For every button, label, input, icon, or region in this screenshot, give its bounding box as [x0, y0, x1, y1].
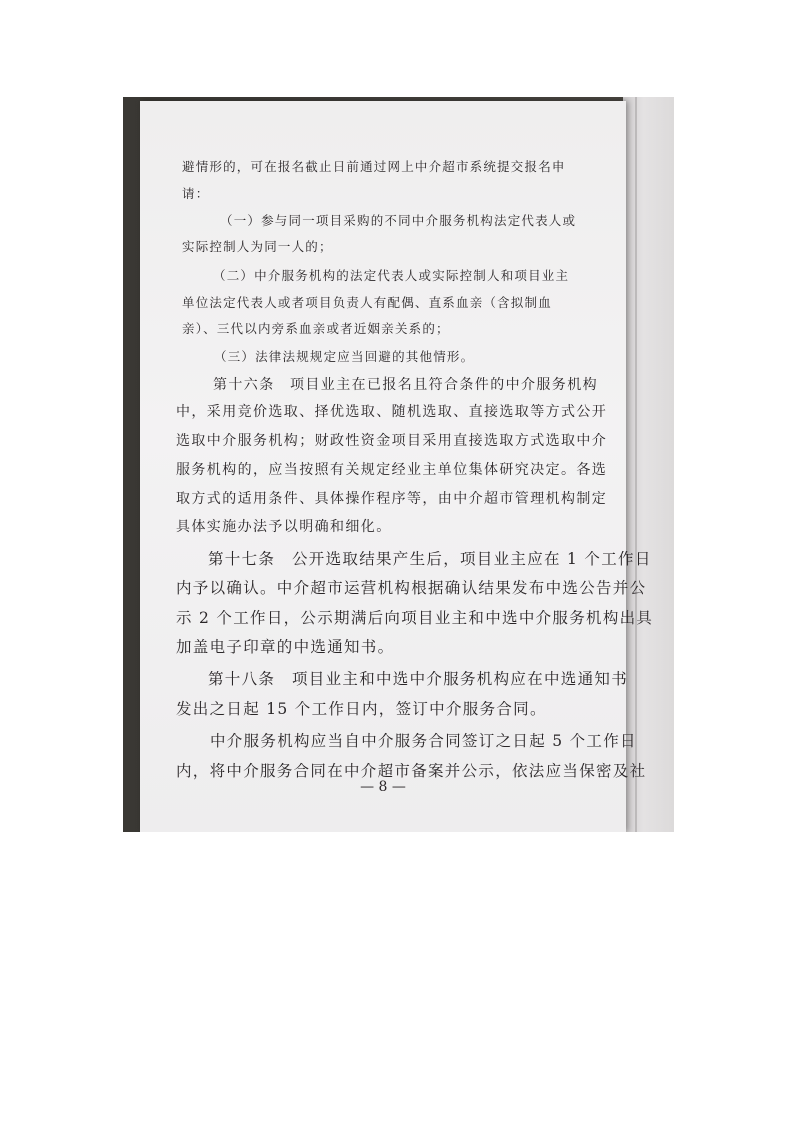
text-line: 第十七条 公开选取结果产生后，项目业主应在 1 个工作日 [208, 550, 652, 568]
text-line: 第十八条 项目业主和中选中介服务机构应在中选通知书 [208, 670, 629, 688]
document-photo [123, 97, 674, 832]
text-line: 具体实施办法予以明确和细化。 [176, 519, 392, 535]
text-line: 服务机构的，应当按照有关规定经业主单位集体研究决定。各选 [176, 462, 608, 478]
text-line: 取方式的适用条件、具体操作程序等，由中介超市管理机构制定 [176, 491, 608, 507]
text-line: 示 2 个工作日，公示期满后向项目业主和中选中介服务机构出具 [176, 609, 654, 627]
document-page [140, 101, 654, 832]
text-line: 中，采用竞价选取、择优选取、随机选取、直接选取等方式公开 [176, 404, 608, 420]
text-line: 选取中介服务机构；财政性资金项目采用直接选取方式选取中介 [176, 433, 608, 449]
text-line: 实际控制人为同一人的； [182, 239, 333, 254]
text-line: 单位法定代表人或者项目负责人有配偶、直系血亲（含拟制血 [182, 295, 552, 310]
text-line: 加盖电子印章的中选通知书。 [176, 638, 395, 656]
text-line: 中介服务机构应当自中介服务合同签订之日起 5 个工作日 [210, 732, 637, 750]
text-line: 发出之日起 15 个工作日内，签订中介服务合同。 [176, 700, 547, 718]
text-line: （一）参与同一项目采购的不同中介服务机构法定代表人或 [220, 213, 577, 228]
text-line: 亲）、三代以内旁系血亲或者近姻亲关系的； [182, 321, 450, 336]
page-number: — 8 — [360, 779, 406, 795]
adjacent-page-edge [635, 97, 637, 832]
adjacent-page [623, 97, 674, 832]
text-line: 内予以确认。中介超市运营机构根据确认结果发布中选公告并公 [176, 579, 647, 597]
text-line: 内，将中介服务合同在中介超市备案并公示，依法应当保密及社 [176, 762, 647, 780]
text-line: 避情形的，可在报名截止日前通过网上中介超市系统提交报名申 [182, 159, 566, 174]
text-line: （三）法律法规规定应当回避的其他情形。 [214, 349, 475, 364]
text-line: 请： [182, 186, 210, 201]
text-line: （二）中介服务机构的法定代表人或实际控制人和项目业主 [213, 268, 570, 283]
text-line: 第十六条 项目业主在已报名且符合条件的中介服务机构 [213, 377, 598, 393]
